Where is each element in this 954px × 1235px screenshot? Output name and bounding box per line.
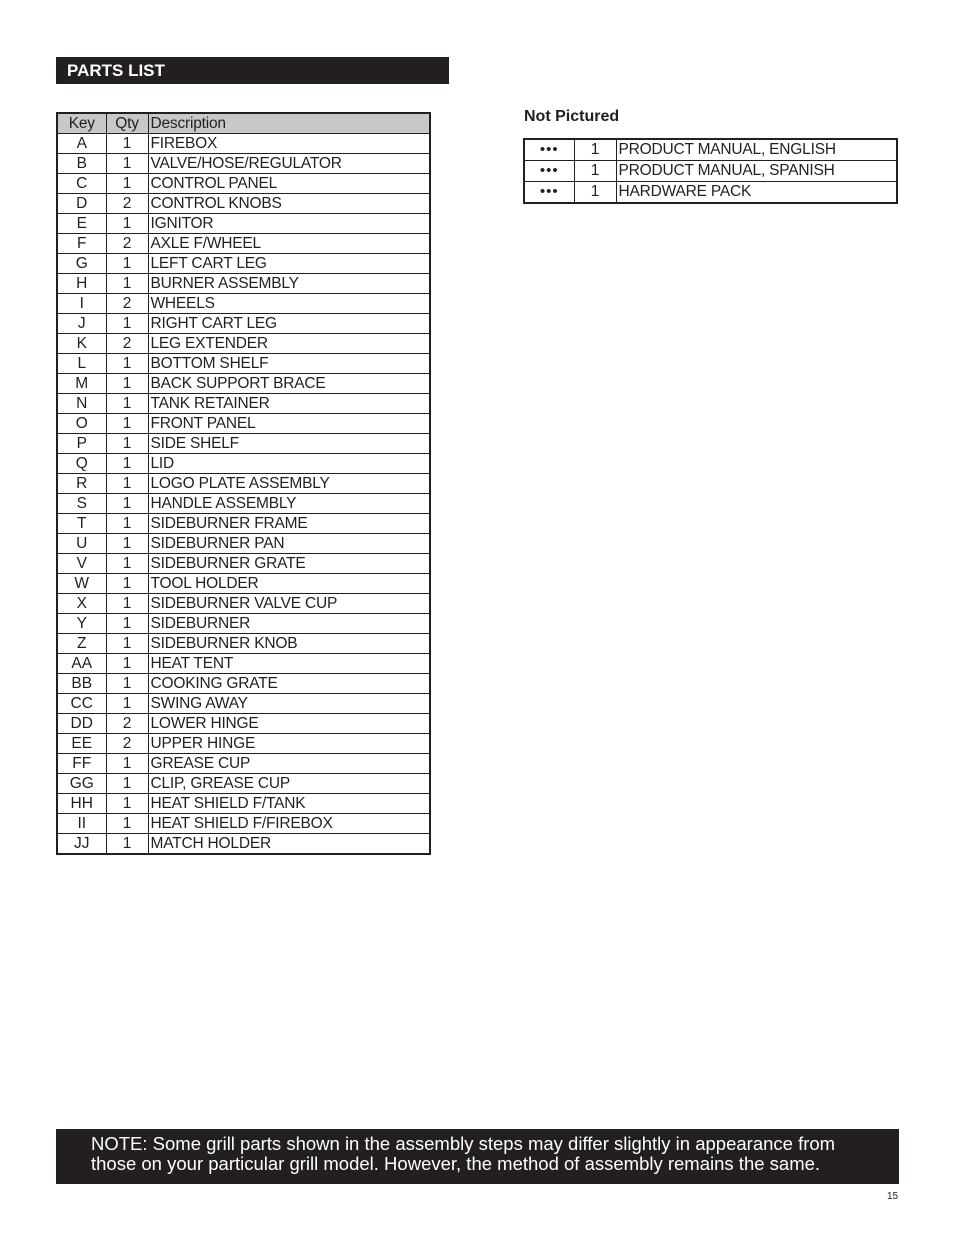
- cell-description: LID: [148, 454, 430, 474]
- cell-description: LOGO PLATE ASSEMBLY: [148, 474, 430, 494]
- cell-description: SIDEBURNER KNOB: [148, 634, 430, 654]
- table-row: [524, 161, 897, 182]
- cell-qty: 1: [574, 139, 616, 161]
- table-row: [57, 474, 430, 494]
- cell-key: C: [57, 174, 106, 194]
- cell-description: UPPER HINGE: [148, 734, 430, 754]
- cell-qty: 1: [106, 774, 148, 794]
- cell-qty: 1: [106, 514, 148, 534]
- cell-key: L: [57, 354, 106, 374]
- cell-key: Q: [57, 454, 106, 474]
- cell-key: B: [57, 154, 106, 174]
- cell-description: COOKING GRATE: [148, 674, 430, 694]
- cell-description: SIDEBURNER GRATE: [148, 554, 430, 574]
- cell-key: E: [57, 214, 106, 234]
- cell-description: WHEELS: [148, 294, 430, 314]
- cell-qty: 2: [106, 234, 148, 254]
- cell-description: SIDEBURNER FRAME: [148, 514, 430, 534]
- cell-description: IGNITOR: [148, 214, 430, 234]
- cell-description: BOTTOM SHELF: [148, 354, 430, 374]
- cell-description: HEAT SHIELD F/TANK: [148, 794, 430, 814]
- table-row: [57, 614, 430, 634]
- table-row: [57, 814, 430, 834]
- not-pictured-heading: Not Pictured: [524, 108, 620, 125]
- cell-key: •••: [524, 161, 574, 182]
- cell-qty: 1: [106, 694, 148, 714]
- cell-description: RIGHT CART LEG: [148, 314, 430, 334]
- cell-description: PRODUCT MANUAL, ENGLISH: [616, 139, 897, 161]
- table-row: [524, 182, 897, 204]
- cell-key: G: [57, 254, 106, 274]
- table-row: [57, 594, 430, 614]
- cell-qty: 1: [106, 354, 148, 374]
- cell-qty: 1: [106, 394, 148, 414]
- cell-qty: 1: [106, 754, 148, 774]
- table-row: [57, 794, 430, 814]
- cell-key: II: [57, 814, 106, 834]
- cell-key: I: [57, 294, 106, 314]
- table-row: [57, 314, 430, 334]
- cell-qty: 2: [106, 294, 148, 314]
- cell-description: AXLE F/WHEEL: [148, 234, 430, 254]
- cell-key: X: [57, 594, 106, 614]
- cell-qty: 1: [106, 814, 148, 834]
- cell-key: DD: [57, 714, 106, 734]
- cell-qty: 2: [106, 334, 148, 354]
- cell-key: D: [57, 194, 106, 214]
- cell-key: F: [57, 234, 106, 254]
- table-row: [57, 674, 430, 694]
- cell-key: K: [57, 334, 106, 354]
- cell-key: R: [57, 474, 106, 494]
- cell-description: BACK SUPPORT BRACE: [148, 374, 430, 394]
- cell-key: N: [57, 394, 106, 414]
- cell-description: VALVE/HOSE/REGULATOR: [148, 154, 430, 174]
- cell-key: •••: [524, 139, 574, 161]
- cell-key: A: [57, 134, 106, 154]
- cell-key: T: [57, 514, 106, 534]
- table-row: [57, 554, 430, 574]
- cell-description: CLIP, GREASE CUP: [148, 774, 430, 794]
- table-row: [57, 294, 430, 314]
- table-row: [57, 254, 430, 274]
- column-header-description: Description: [148, 113, 430, 134]
- table-row: [57, 374, 430, 394]
- cell-qty: 1: [106, 314, 148, 334]
- table-row: [57, 414, 430, 434]
- not-pictured-table-body: [524, 139, 897, 203]
- table-row: [524, 139, 897, 161]
- cell-qty: 1: [106, 254, 148, 274]
- cell-description: FRONT PANEL: [148, 414, 430, 434]
- cell-key: Z: [57, 634, 106, 654]
- table-row: [57, 654, 430, 674]
- table-row: [57, 494, 430, 514]
- parts-list-heading: PARTS LIST: [56, 57, 449, 84]
- cell-description: BURNER ASSEMBLY: [148, 274, 430, 294]
- page-number: 15: [887, 1191, 899, 1202]
- cell-qty: 2: [106, 714, 148, 734]
- table-row: [57, 214, 430, 234]
- cell-description: HEAT TENT: [148, 654, 430, 674]
- cell-description: SIDEBURNER VALVE CUP: [148, 594, 430, 614]
- cell-description: LEG EXTENDER: [148, 334, 430, 354]
- table-row: [57, 334, 430, 354]
- cell-key: M: [57, 374, 106, 394]
- table-row: [57, 734, 430, 754]
- cell-description: PRODUCT MANUAL, SPANISH: [616, 161, 897, 182]
- cell-qty: 1: [106, 674, 148, 694]
- cell-description: SWING AWAY: [148, 694, 430, 714]
- cell-description: SIDEBURNER PAN: [148, 534, 430, 554]
- cell-qty: 1: [106, 274, 148, 294]
- cell-qty: 2: [106, 194, 148, 214]
- table-row: [57, 454, 430, 474]
- cell-qty: 1: [106, 794, 148, 814]
- cell-qty: 1: [106, 654, 148, 674]
- cell-key: JJ: [57, 834, 106, 855]
- cell-key: BB: [57, 674, 106, 694]
- cell-qty: 1: [106, 174, 148, 194]
- cell-key: H: [57, 274, 106, 294]
- column-header-qty: Qty: [106, 113, 148, 134]
- parts-table-header-row: [57, 113, 430, 134]
- cell-description: CONTROL KNOBS: [148, 194, 430, 214]
- cell-description: HARDWARE PACK: [616, 182, 897, 204]
- cell-qty: 1: [106, 494, 148, 514]
- table-row: [57, 574, 430, 594]
- cell-qty: 1: [106, 834, 148, 855]
- cell-key: J: [57, 314, 106, 334]
- cell-description: GREASE CUP: [148, 754, 430, 774]
- table-row: [57, 514, 430, 534]
- column-header-key: Key: [57, 113, 106, 134]
- cell-qty: 1: [574, 182, 616, 204]
- cell-description: FIREBOX: [148, 134, 430, 154]
- cell-qty: 1: [106, 634, 148, 654]
- cell-key: O: [57, 414, 106, 434]
- cell-description: MATCH HOLDER: [148, 834, 430, 855]
- parts-table: [56, 112, 431, 855]
- cell-qty: 1: [106, 434, 148, 454]
- cell-description: TOOL HOLDER: [148, 574, 430, 594]
- table-row: [57, 174, 430, 194]
- cell-qty: 1: [106, 474, 148, 494]
- cell-qty: 1: [106, 534, 148, 554]
- table-row: [57, 194, 430, 214]
- cell-key: GG: [57, 774, 106, 794]
- cell-key: U: [57, 534, 106, 554]
- table-row: [57, 694, 430, 714]
- cell-key: FF: [57, 754, 106, 774]
- cell-key: V: [57, 554, 106, 574]
- table-row: [57, 274, 430, 294]
- cell-qty: 1: [106, 594, 148, 614]
- table-row: [57, 154, 430, 174]
- cell-qty: 1: [106, 154, 148, 174]
- cell-description: SIDEBURNER: [148, 614, 430, 634]
- table-row: [57, 234, 430, 254]
- parts-table-body: [57, 134, 430, 855]
- cell-description: LOWER HINGE: [148, 714, 430, 734]
- cell-key: HH: [57, 794, 106, 814]
- cell-qty: 1: [106, 134, 148, 154]
- table-row: [57, 774, 430, 794]
- table-row: [57, 634, 430, 654]
- cell-key: CC: [57, 694, 106, 714]
- cell-qty: 1: [106, 374, 148, 394]
- table-row: [57, 834, 430, 855]
- table-row: [57, 354, 430, 374]
- table-row: [57, 714, 430, 734]
- cell-key: AA: [57, 654, 106, 674]
- cell-qty: 1: [106, 414, 148, 434]
- cell-key: P: [57, 434, 106, 454]
- cell-key: •••: [524, 182, 574, 204]
- cell-key: W: [57, 574, 106, 594]
- cell-description: CONTROL PANEL: [148, 174, 430, 194]
- cell-qty: 1: [106, 214, 148, 234]
- cell-description: TANK RETAINER: [148, 394, 430, 414]
- not-pictured-table: [523, 138, 898, 204]
- cell-description: LEFT CART LEG: [148, 254, 430, 274]
- cell-description: SIDE SHELF: [148, 434, 430, 454]
- cell-description: HANDLE ASSEMBLY: [148, 494, 430, 514]
- table-row: [57, 134, 430, 154]
- cell-key: EE: [57, 734, 106, 754]
- cell-qty: 1: [106, 574, 148, 594]
- cell-key: S: [57, 494, 106, 514]
- table-row: [57, 754, 430, 774]
- cell-qty: 1: [106, 554, 148, 574]
- table-row: [57, 434, 430, 454]
- assembly-note: NOTE: Some grill parts shown in the assembly steps may differ slightly in appearance from those on your particular grill model. However, the method of assembly remains the same.: [56, 1129, 899, 1184]
- table-row: [57, 394, 430, 414]
- table-row: [57, 534, 430, 554]
- cell-qty: 2: [106, 734, 148, 754]
- cell-description: HEAT SHIELD F/FIREBOX: [148, 814, 430, 834]
- cell-qty: 1: [574, 161, 616, 182]
- cell-qty: 1: [106, 614, 148, 634]
- cell-key: Y: [57, 614, 106, 634]
- cell-qty: 1: [106, 454, 148, 474]
